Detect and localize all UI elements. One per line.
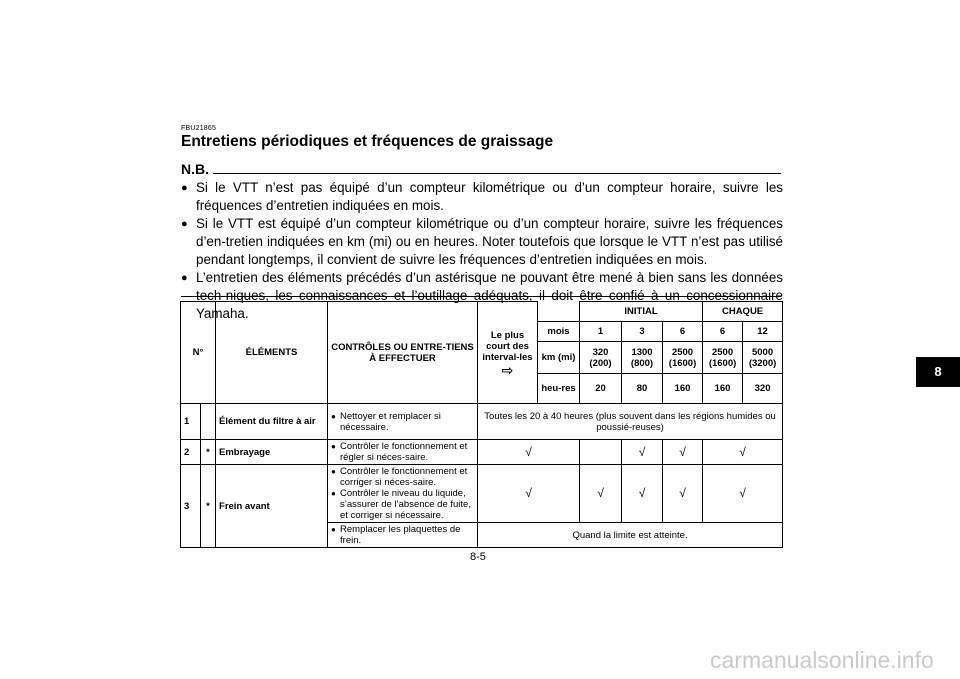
- nb-divider: [213, 173, 781, 174]
- table-row: [181, 404, 783, 440]
- page-number: 8-5: [470, 551, 486, 563]
- document-code: FBU21865: [181, 125, 217, 132]
- bullet-icon: ●: [331, 525, 336, 534]
- note-item: ● Si le VTT est équipé d’un compteur kilométrique ou d’un compteur horaire, suivre les fréquences d’en-tretien indiquées en km (mi) ou en heures. Noter toutefois que lorsque le VTT n’est pas utilisé pendant longtemps, il convient de suivre les fréquences d’entretien indiquées en mois.: [181, 216, 783, 267]
- header-initial: INITIAL: [580, 302, 703, 322]
- row-item: Élément du filtre à air: [216, 404, 328, 440]
- interval-row-km: km (mi) 320 (200) 1300 (800) 2500 (1600) 2500 (1600) 5000 (3200): [181, 342, 783, 374]
- row-star: [201, 404, 216, 440]
- bullet-icon: ●: [331, 442, 336, 451]
- check-mark: √: [622, 440, 663, 465]
- check-mark: √: [703, 465, 783, 523]
- row-item: Frein avant: [216, 465, 328, 548]
- chapter-tab: 8: [916, 357, 960, 387]
- bullet-icon: ●: [181, 272, 188, 284]
- row-number: 3: [181, 465, 201, 548]
- row-number: 1: [181, 404, 201, 440]
- row-checks: ● Contrôler le fonctionnement et régler si néces-saire.: [328, 440, 478, 465]
- row-interval-note: Quand la limite est atteinte.: [478, 523, 783, 548]
- header-blank: [538, 302, 580, 322]
- header-no: N°: [181, 302, 216, 404]
- bullet-icon: ●: [331, 411, 336, 421]
- watermark: carmanualsonline.info: [710, 647, 934, 673]
- check-mark: √: [478, 440, 580, 465]
- check-mark: √: [478, 465, 580, 523]
- interval-row-hours: heu-res 20 80 160 160 320: [181, 374, 783, 404]
- row-star: *: [201, 465, 216, 548]
- table-header-row: [181, 302, 783, 322]
- maintenance-table: [180, 301, 783, 548]
- check-mark: √: [663, 465, 703, 523]
- note-item: ● L’entretien des éléments précédés d’un astérisque ne pouvant être mené à bien sans les données tech-niques, les connaissances et l’outillage adéquats, il doit être confié à un concessionnaire Yamaha.: [181, 270, 783, 321]
- header-interval: Le plus court des interval-les ⇨: [478, 302, 538, 404]
- check-mark: √: [622, 465, 663, 523]
- section-title: Entretiens périodiques et fréquences de graissage: [181, 133, 554, 150]
- header-items: ÉLÉMENTS: [216, 302, 328, 404]
- row-item: Embrayage: [216, 440, 328, 465]
- nb-header: [181, 161, 781, 177]
- check-mark: √: [703, 440, 783, 465]
- arrow-right-icon: ⇨: [501, 361, 514, 378]
- row-number: 2: [181, 440, 201, 465]
- table-row: [181, 465, 783, 523]
- row-checks: ● Remplacer les plaquettes de frein.: [328, 523, 478, 548]
- bullet-icon: ●: [181, 182, 188, 194]
- note-item: ● Si le VTT n’est pas équipé d’un compteur kilométrique ou d’un compteur horaire, suivre les fréquences d’entretien indiquées en mois.: [181, 180, 783, 213]
- bullet-icon: ●: [331, 489, 336, 498]
- row-star: *: [201, 440, 216, 465]
- row-checks: ● Contrôler le fonctionnement et corriger si néces-saire. ● Contrôler le niveau du liquide, s’assurer de l’absence de fuite, et corriger si nécessaire.: [328, 465, 478, 523]
- header-every: CHAQUE: [703, 302, 783, 322]
- header-checks: CONTRÔLES OU ENTRE-TIENS À EFFECTUER: [328, 302, 478, 404]
- row-interval-note: Toutes les 20 à 40 heures (plus souvent dans les régions humides ou poussié-reuses): [478, 404, 783, 440]
- bullet-icon: ●: [331, 467, 336, 476]
- check-mark: [580, 440, 622, 465]
- notes-end-divider: [181, 296, 781, 297]
- row-checks: ● Nettoyer et remplacer si nécessaire.: [328, 404, 478, 440]
- nb-label: N.B.: [181, 161, 209, 177]
- check-mark: √: [580, 465, 622, 523]
- check-mark: √: [663, 440, 703, 465]
- table-row: [181, 440, 783, 465]
- bullet-icon: ●: [181, 218, 188, 230]
- interval-row-months: mois 1 3 6 6 12: [181, 322, 783, 342]
